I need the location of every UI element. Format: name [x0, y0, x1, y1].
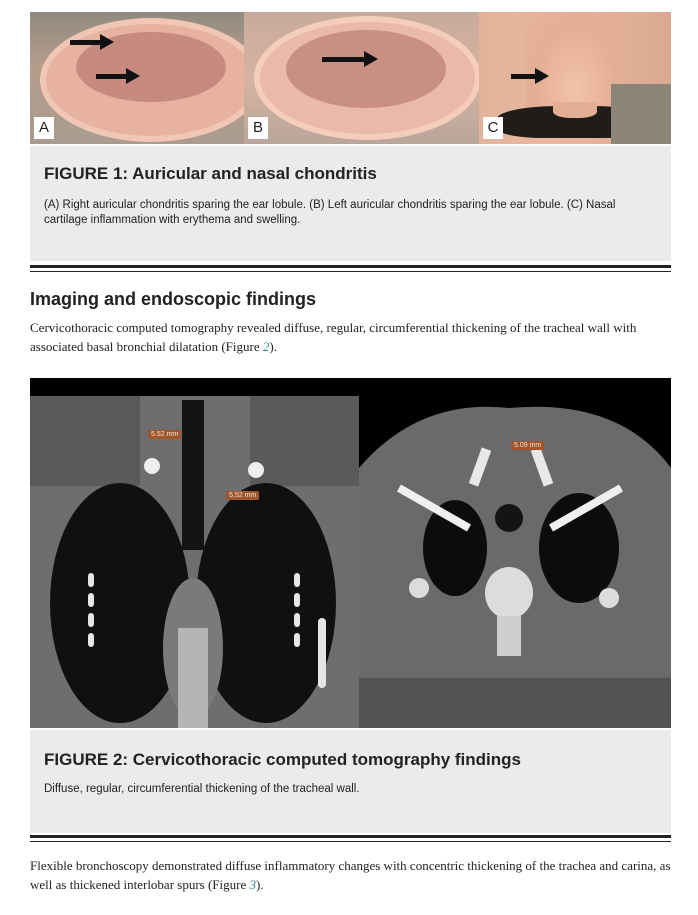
figure1-image: [30, 12, 671, 144]
figure1-panel-b: [244, 12, 479, 144]
divider-thin: [30, 271, 671, 272]
figure1-panel-a: [30, 12, 244, 144]
ct-axial-drawing: [359, 378, 671, 728]
ct-axial-view: [359, 378, 671, 728]
figure2-title: FIGURE 2: Cervicothoracic computed tomography findings: [44, 750, 521, 769]
figure-3-link[interactable]: 3: [249, 877, 256, 892]
figure1-title: FIGURE 1: Auricular and nasal chondritis: [44, 164, 377, 183]
divider-thin: [30, 841, 671, 842]
panel-letter-a: A: [34, 117, 54, 139]
ct-coronal-drawing: [30, 378, 359, 728]
ear-inner: [286, 30, 446, 108]
section-heading: Imaging and endoscopic findings: [30, 289, 317, 309]
arrow-right-icon: [70, 40, 102, 45]
arrow-right-icon: [322, 57, 366, 62]
figure1-description: (A) Right auricular chondritis sparing the ear lobule. (B) Left auricular chondritis sparing the ear lobule. (C) Nasal cartilage inflammation with erythema and swelling.: [44, 199, 616, 226]
figure-2-link[interactable]: 2: [262, 339, 270, 354]
paragraph-ct-findings: [30, 318, 671, 356]
figure2-description: Diffuse, regular, circumferential thickening of the tracheal wall.: [44, 783, 360, 795]
sweater: [611, 84, 671, 144]
paragraph-text: Cervicothoracic computed tomography revealed diffuse, regular, circumferential thickening of the tracheal wall with associated basal bronchial dilatation (Figure: [30, 320, 637, 354]
figure2-caption: [30, 730, 671, 833]
divider-thick: [30, 835, 671, 838]
measurement-label: 5.52 mm: [226, 491, 259, 500]
arrow-right-icon: [511, 74, 537, 79]
philtrum: [553, 102, 597, 118]
arrow-right-icon: [96, 74, 128, 79]
figure1-caption: [30, 146, 671, 261]
panel-letter-b: B: [248, 117, 268, 139]
paragraph-text: Flexible bronchoscopy demonstrated diffuse inflammatory changes with concentric thickening of the trachea and carina, as well as thickened interlobar spurs (Figure: [30, 858, 671, 892]
divider-thick: [30, 265, 671, 268]
panel-letter-c: C: [483, 117, 503, 139]
ct-coronal-view: [30, 378, 359, 728]
paragraph-bronchoscopy: [30, 856, 671, 894]
measurement-label: 5.09 mm: [511, 441, 544, 450]
figure1-panel-c: [479, 12, 671, 144]
paragraph-end: ).: [256, 877, 264, 892]
measurement-label: 5.52 mm: [148, 430, 181, 439]
paragraph-end: ).: [269, 339, 277, 354]
figure2-image: [30, 378, 671, 728]
